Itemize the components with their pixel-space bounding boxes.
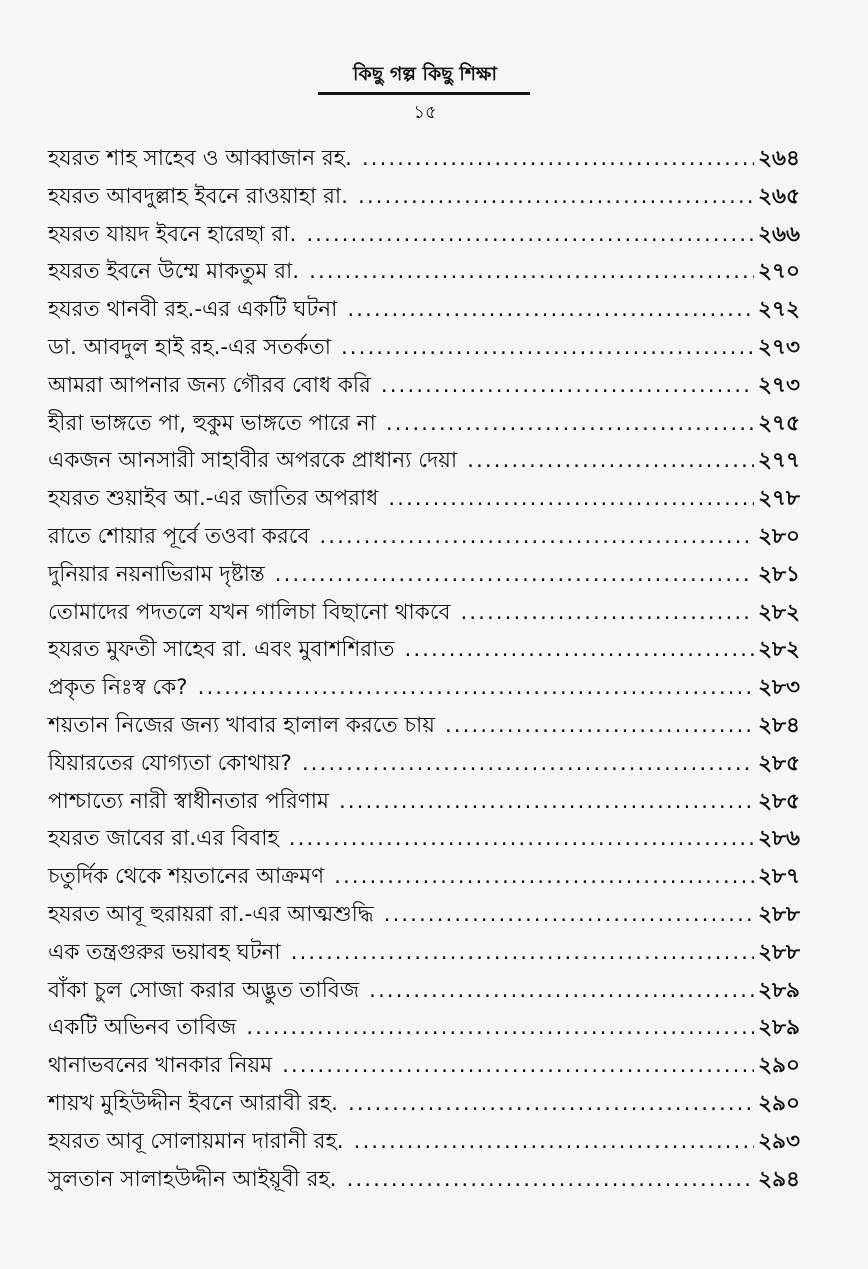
dot-leader [347,1161,755,1199]
running-head-title: কিছু গল্প কিছু শিক্ষা [353,63,497,85]
toc-entry-page: ২৮৮ [758,901,800,927]
toc-entry-title: হযরত যায়দ ইবনে হারেছা রা. [48,221,297,247]
toc-entry [48,896,800,934]
toc-entry-page: ২৯০ [758,1090,800,1116]
toc-entry [48,140,800,178]
dot-leader [339,783,754,821]
dot-leader [384,896,755,934]
toc-entry-title: তোমাদের পদতলে যখন গালিচা বিছানো থাকবে [48,599,451,625]
toc-entry-title: পাশ্চাত্যে নারী স্বাধীনতার পরিণাম [48,788,329,814]
toc-entry [48,1009,800,1047]
dot-leader [309,253,754,291]
toc-entry [48,405,800,443]
toc-entry [48,934,800,972]
toc-entry [48,518,800,556]
toc-entry-title: হযরত ইবনে উম্মে মাকতুম রা. [48,259,300,285]
dot-leader [275,556,754,594]
toc-entry [48,216,800,254]
dot-leader [334,858,754,896]
dot-leader [445,707,754,745]
dot-leader [388,480,754,518]
toc-entry-title: হযরত থানবী রহ.-এর একটি ঘটনা [48,297,338,323]
dot-leader [306,216,754,254]
toc-entry [48,631,800,669]
dot-leader [386,405,754,443]
toc-entry-title: আমরা আপনার জন্য গৌরব বোধ করি [48,372,371,398]
dot-leader [302,745,754,783]
toc-entry-title: হযরত শাহ সাহেব ও আব্বাজান রহ. [48,146,352,171]
toc-entry-title: যিয়ারতের যোগ্যতা কোথায়? [48,750,292,776]
dot-leader [369,972,754,1010]
toc-entry-title: একটি অভিনব তাবিজ [48,1015,237,1041]
dot-leader [362,140,754,178]
toc-entry-title: হযরত মুফতী সাহেব রা. এবং মুবাশশিরাত [48,637,395,663]
toc-entry-title: এক তন্ত্রগুরুর ভয়াবহ ঘটনা [48,939,281,965]
toc-entry [48,291,800,329]
dot-leader [291,934,755,972]
dot-leader [289,820,754,858]
table-of-contents [48,140,800,1198]
toc-entry-page: ২৮৮ [758,939,800,965]
toc-entry [48,783,800,821]
toc-entry-title: ডা. আবদুল হাই রহ.-এর সতর্কতা [48,334,331,360]
toc-entry-title: হীরা ভাঙ্গতে পা, হুকুম ভাঙ্গতে পারে না [48,410,376,436]
toc-entry [48,1047,800,1085]
dot-leader [381,367,754,405]
toc-entry-title: হযরত আবূ সোলায়মান দারানী রহ. [48,1128,344,1154]
toc-entry [48,1123,800,1161]
toc-entry-page: ২৮১ [758,561,800,587]
toc-entry [48,556,800,594]
toc-entry-page: ২৭৭ [758,448,800,474]
toc-entry-title: প্রকৃত নিঃস্ব কে? [48,675,188,701]
toc-entry-page: ২৭৮ [758,486,800,512]
toc-entry-page: ২৮২ [758,637,800,663]
toc-entry-page: ২৮৬ [758,826,800,852]
toc-entry-title: হযরত আবদুল্লাহ ইবনে রাওয়াহা রা. [48,183,348,209]
toc-entry-page: ২৭৩ [758,372,800,398]
toc-entry-page: ২৬৪ [758,146,800,171]
toc-entry-title: শয়তান নিজের জন্য খাবার হালাল করতে চায় [48,712,435,738]
header-rule [318,92,530,95]
toc-entry-page: ২৯৪ [758,1166,800,1192]
dot-leader [404,631,754,669]
toc-entry-title: হযরত আবূ হুরায়রা রা.-এর আত্মশুদ্ধি [48,901,374,927]
toc-entry [48,745,800,783]
toc-entry-page: ২৭২ [758,297,800,323]
toc-entry-title: রাতে শোয়ার পূর্বে তওবা করবে [48,523,310,549]
dot-leader [341,329,754,367]
toc-entry [48,820,800,858]
toc-entry-title: থানাভবনের খানকার নিয়ম [48,1053,273,1079]
dot-leader [347,291,754,329]
dot-leader [467,442,754,480]
toc-entry-page: ২৯০ [758,1053,800,1079]
toc-entry-title: চতুর্দিক থেকে শয়তানের আক্রমণ [48,864,325,890]
toc-entry-title: বাঁকা চুল সোজা করার অদ্ভুত তাবিজ [48,977,360,1003]
toc-entry [48,1085,800,1123]
dot-leader [282,1047,754,1085]
toc-entry-page: ২৭৩ [758,334,800,360]
toc-entry [48,480,800,518]
toc-entry-page: ২৮০ [758,523,800,549]
page-number: ১৫ [413,102,437,123]
toc-entry [48,707,800,745]
toc-entry [48,669,800,707]
toc-entry-page: ২৮৫ [758,788,800,814]
toc-entry-title: সুলতান সালাহউদ্দীন আইয়ূবী রহ. [48,1166,337,1192]
toc-entry [48,329,800,367]
toc-entry-page: ২৬৬ [758,221,800,247]
toc-entry-title: দুনিয়ার নয়নাভিরাম দৃষ্টান্ত [48,561,265,587]
toc-entry-page: ২৮৫ [758,750,800,776]
toc-entry-title: হযরত জাবের রা.এর বিবাহ [48,826,279,852]
toc-entry-page: ২৬৫ [758,183,800,209]
toc-entry [48,858,800,896]
toc-entry-page: ২৯৩ [758,1128,800,1154]
dot-leader [460,594,754,632]
toc-entry-title: একজন আনসারী সাহাবীর অপরকে প্রাধান্য দেয়া [48,448,458,474]
toc-entry [48,594,800,632]
dot-leader [246,1009,754,1047]
toc-entry-page: ২৮৯ [758,977,800,1003]
toc-entry [48,178,800,216]
dot-leader [354,1123,754,1161]
toc-entry-page: ২৮৪ [758,712,800,738]
toc-entry [48,442,800,480]
toc-entry-page: ২৭০ [758,259,800,285]
toc-entry-page: ২৭৫ [758,410,800,436]
toc-entry-page: ২৮৭ [758,864,800,890]
dot-leader [358,178,754,216]
toc-entry-page: ২৮২ [758,599,800,625]
toc-entry-title: শায়খ মুহিউদ্দীন ইবনে আরাবী রহ. [48,1090,338,1116]
toc-entry-title: হযরত শুয়াইব আ.-এর জাতির অপরাধ [48,486,379,512]
toc-entry [48,367,800,405]
toc-entry [48,972,800,1010]
toc-entry [48,253,800,291]
toc-entry-page: ২৮৯ [758,1015,800,1041]
dot-leader [319,518,754,556]
toc-entry-page: ২৮৩ [758,675,800,701]
dot-leader [198,669,754,707]
dot-leader [348,1085,754,1123]
toc-entry [48,1161,800,1199]
